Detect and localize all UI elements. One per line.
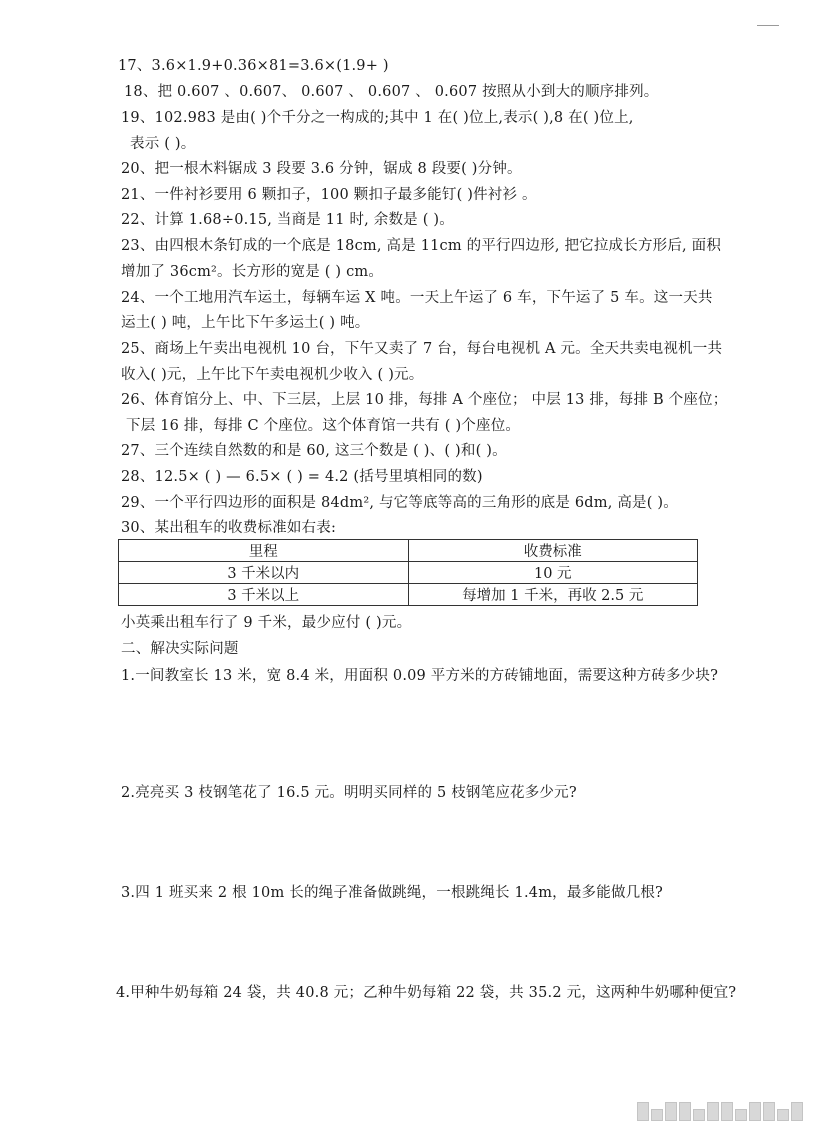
question-23-continued: 增加了 36cm²。长方形的宽是 ( ) cm。 bbox=[121, 264, 384, 280]
table-cell: 每增加 1 千米，再收 2.5 元 bbox=[408, 584, 698, 606]
watermark-logo bbox=[637, 1102, 805, 1121]
taxi-fee-table bbox=[118, 539, 698, 606]
scan-edge-mark bbox=[757, 25, 779, 26]
table-header-cell: 收费标准 bbox=[408, 540, 698, 562]
question-20: 20、把一根木料锯成 3 段要 3.6 分钟，锯成 8 段要( )分钟。 bbox=[121, 161, 522, 177]
question-22: 22、计算 1.68÷0.15, 当商是 11 时, 余数是 ( )。 bbox=[121, 212, 454, 228]
problem-1: 1.一间教室长 13 米，宽 8.4 米，用面积 0.09 平方米的方砖铺地面，需要这种方砖多少块? bbox=[121, 668, 719, 684]
problem-2: 2.亮亮买 3 枝钢笔花了 16.5 元。明明买同样的 5 枝钢笔应花多少元? bbox=[121, 785, 577, 801]
problem-4: 4.甲种牛奶每箱 24 袋，共 40.8 元；乙种牛奶每箱 22 袋，共 35.2 元，这两种牛奶哪种便宜? bbox=[116, 985, 737, 1001]
question-18: 18、把 0.607 、0.607、 0.607 、 0.607 、 0.607 按照从小到大的顺序排列。 bbox=[124, 84, 659, 100]
question-21: 21、一件衬衫要用 6 颗扣子，100 颗扣子最多能钉( )件衬衫 。 bbox=[121, 187, 537, 203]
question-27: 27、三个连续自然数的和是 60, 这三个数是 ( )、( )和( )。 bbox=[121, 443, 507, 459]
question-26: 26、体育馆分上、中、下三层，上层 10 排，每排 A 个座位； 中层 13 排，每排 B 个座位； bbox=[121, 392, 728, 408]
question-30-prompt: 小英乘出租车行了 9 千米，最少应付 ( )元。 bbox=[121, 615, 412, 631]
table-row bbox=[119, 562, 698, 584]
problem-3: 3.四 1 班买来 2 根 10m 长的绳子准备做跳绳，一根跳绳长 1.4m，最多能做几根? bbox=[121, 885, 664, 901]
question-26-continued: 下层 16 排，每排 C 个座位。这个体育馆一共有 ( )个座位。 bbox=[126, 418, 521, 434]
table-cell: 3 千米以内 bbox=[119, 562, 409, 584]
question-25: 25、商场上午卖出电视机 10 台，下午又卖了 7 台，每台电视机 A 元。全天共卖电视机一共 bbox=[121, 341, 723, 357]
question-19: 19、102.983 是由( )个千分之一构成的;其中 1 在( )位上,表示( ),8 在( )位上, bbox=[121, 110, 634, 126]
section-heading: 二、解决实际问题 bbox=[121, 641, 239, 657]
question-24: 24、一个工地用汽车运土，每辆车运 X 吨。一天上午运了 6 车，下午运了 5 车。这一天共 bbox=[121, 290, 713, 306]
question-19-continued: 表示 ( )。 bbox=[130, 136, 196, 152]
table-header-row bbox=[119, 540, 698, 562]
table-header-cell: 里程 bbox=[119, 540, 409, 562]
question-30: 30、某出租车的收费标准如右表: bbox=[121, 520, 337, 536]
question-29: 29、一个平行四边形的面积是 84dm², 与它等底等高的三角形的底是 6dm, 高是( )。 bbox=[121, 495, 678, 511]
question-28: 28、12.5× ( ) — 6.5× ( ) = 4.2 (括号里填相同的数) bbox=[121, 469, 483, 485]
table-row bbox=[119, 584, 698, 606]
question-23: 23、由四根木条钉成的一个底是 18cm, 高是 11cm 的平行四边形, 把它拉成长方形后, 面积 bbox=[121, 238, 722, 254]
question-24-continued: 运土( ) 吨，上午比下午多运土( ) 吨。 bbox=[121, 315, 370, 331]
table-cell: 3 千米以上 bbox=[119, 584, 409, 606]
question-25-continued: 收入( )元，上午比下午卖电视机少收入 ( )元。 bbox=[121, 367, 424, 383]
question-17: 17、3.6×1.9+0.36×81=3.6×(1.9+ ) bbox=[118, 58, 389, 74]
table-cell: 10 元 bbox=[408, 562, 698, 584]
